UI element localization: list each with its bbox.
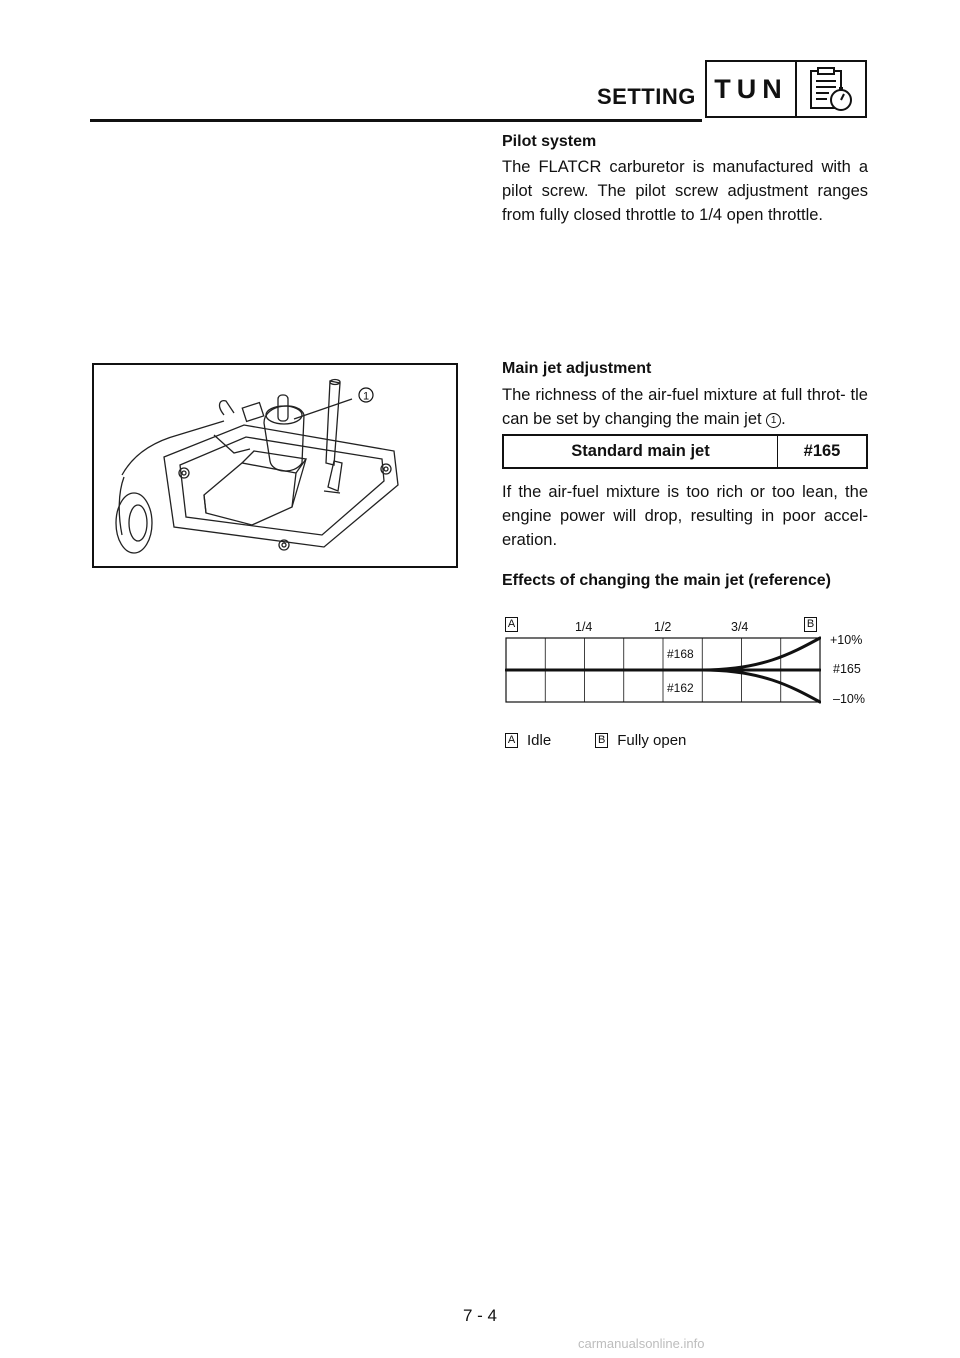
series-line-168 — [702, 638, 820, 670]
watermark: carmanualsonline.info — [578, 1336, 705, 1351]
legend-item-idle — [505, 732, 551, 749]
series-label: #168 — [667, 647, 694, 661]
x-tick-label: 3/4 — [731, 620, 749, 634]
effects-heading: Effects of changing the main jet (reference) — [502, 572, 831, 589]
legend-item-fully-open — [595, 732, 686, 749]
x-tick-label: 1/4 — [575, 620, 593, 634]
main-jet-paragraph — [502, 383, 868, 431]
chart-start-marker: A — [505, 617, 518, 632]
main-jet-text-end: . — [781, 410, 786, 428]
series-label: #162 — [667, 681, 694, 695]
chart-marker-a — [505, 614, 518, 632]
pilot-system-heading: Pilot system — [502, 133, 597, 150]
legend-key: A — [505, 733, 518, 748]
mixture-paragraph: If the air-fuel mixture is too rich or too lean, the engine power will drop, resulting in poor accel- eration. — [502, 483, 868, 549]
page-number: 7 - 4 — [462, 1306, 498, 1325]
spec-label: Standard main jet — [504, 436, 778, 467]
legend-label: Fully open — [617, 732, 687, 749]
legend-key: B — [595, 733, 608, 748]
header-rule — [90, 119, 702, 122]
spec-value: #165 — [803, 442, 841, 460]
main-jet-chart — [505, 636, 821, 704]
figure-callout: 1 — [362, 390, 370, 403]
section-code: TUN — [707, 62, 797, 116]
main-jet-heading: Main jet adjustment — [502, 360, 652, 377]
chart-marker-b — [804, 614, 817, 632]
pilot-system-paragraph: The FLATCR carburetor is manufactured with a pilot screw. The pilot screw adjustment ranges from fully closed throttle to 1/4 open throttle. — [502, 158, 868, 224]
right-label-standard: #165 — [833, 662, 861, 676]
carburetor-figure — [92, 363, 458, 568]
chart-legend — [505, 732, 730, 749]
right-label-minus: –10% — [833, 692, 865, 706]
chart-end-marker: B — [804, 617, 817, 632]
section-badge — [705, 60, 867, 118]
x-tick-label: 1/2 — [654, 620, 672, 634]
right-label-plus: +10% — [830, 633, 863, 647]
section-title: SETTING — [597, 84, 696, 109]
standard-main-jet-table — [502, 434, 868, 469]
main-jet-text: The richness of the air-fuel mixture at full throt- tle can be set by changing the main jet — [502, 386, 868, 428]
legend-label: Idle — [527, 732, 552, 749]
series-line-162 — [702, 670, 820, 702]
carburetor-illustration — [94, 365, 456, 566]
callout-number: 1 — [766, 413, 781, 428]
clipboard-stopwatch-icon — [797, 62, 865, 116]
